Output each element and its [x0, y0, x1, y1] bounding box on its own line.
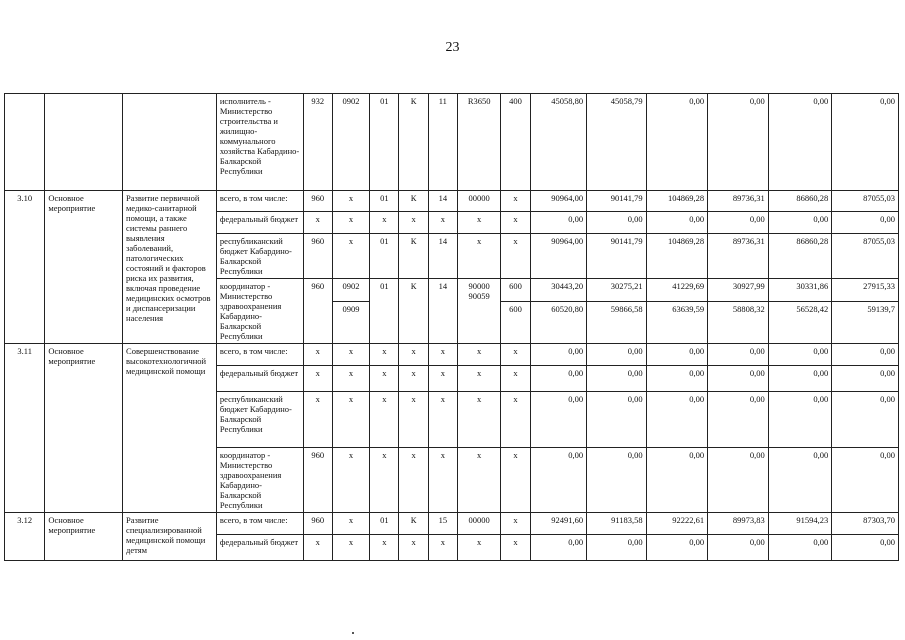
value-cell: 90141,79 — [587, 234, 647, 279]
code-cell: 960 — [303, 279, 332, 344]
code-cell: х — [370, 212, 399, 234]
value-cell: 60520,80 — [530, 302, 587, 344]
value-cell: 30927,99 — [708, 279, 769, 302]
value-cell: 0,00 — [832, 344, 899, 366]
code-cell: 15 — [428, 513, 457, 535]
measure-type-cell — [45, 94, 123, 191]
value-cell: 104869,28 — [646, 191, 708, 212]
code-cell: х — [428, 344, 457, 366]
code-cell: х — [399, 448, 428, 513]
value-cell: 0,00 — [646, 392, 708, 448]
measure-type-cell: Основное мероприятие — [45, 513, 123, 561]
value-cell: 0,00 — [646, 212, 708, 234]
measure-number-cell: 3.11 — [5, 344, 45, 513]
code-cell: 960 — [303, 513, 332, 535]
value-cell: 30331,86 — [768, 279, 832, 302]
code-cell: 600 — [501, 279, 530, 302]
code-cell: 00000 — [457, 191, 500, 212]
value-cell: 90964,00 — [530, 191, 587, 212]
value-cell: 0,00 — [708, 212, 769, 234]
code-cell: х — [501, 513, 530, 535]
code-cell: х — [501, 366, 530, 392]
code-cell: х — [428, 212, 457, 234]
measure-type-cell: Основное мероприятие — [45, 344, 123, 513]
code-cell: х — [457, 535, 500, 561]
code-cell: х — [457, 212, 500, 234]
value-cell: 92491,60 — [530, 513, 587, 535]
code-cell: х — [303, 535, 332, 561]
value-cell: 59866,58 — [587, 302, 647, 344]
value-cell: 30443,20 — [530, 279, 587, 302]
table-row — [5, 191, 899, 212]
code-cell: 960 — [303, 448, 332, 513]
code-cell: х — [399, 535, 428, 561]
code-cell: К — [399, 94, 428, 191]
funding-source-cell: координатор - Министерство здравоохранения Кабардино-Балкарской Республики — [216, 448, 303, 513]
measure-number-cell — [5, 94, 45, 191]
value-cell: 89736,31 — [708, 234, 769, 279]
value-cell: 0,00 — [530, 535, 587, 561]
code-cell: 01 — [370, 279, 399, 344]
code-cell: 11 — [428, 94, 457, 191]
value-cell: 0,00 — [768, 344, 832, 366]
value-cell: 0,00 — [832, 535, 899, 561]
code-cell: К — [399, 513, 428, 535]
code-cell: 14 — [428, 191, 457, 212]
code-cell: х — [428, 535, 457, 561]
code-cell: х — [370, 392, 399, 448]
code-cell: х — [457, 392, 500, 448]
value-cell: 45058,79 — [587, 94, 647, 191]
code-cell: х — [457, 344, 500, 366]
funding-source-cell: всего, в том числе: — [216, 344, 303, 366]
value-cell: 0,00 — [587, 344, 647, 366]
value-cell: 0,00 — [768, 212, 832, 234]
code-cell: х — [428, 448, 457, 513]
code-cell: х — [332, 392, 369, 448]
code-cell: 01 — [370, 191, 399, 212]
value-cell: 0,00 — [768, 535, 832, 561]
value-cell: 0,00 — [708, 344, 769, 366]
funding-source-cell: исполнитель - Министерство строительства и жилищно-коммунального хозяйства Кабардино-Балкарской Республики — [216, 94, 303, 191]
value-cell: 0,00 — [768, 366, 832, 392]
value-cell: 0,00 — [646, 535, 708, 561]
value-cell: 0,00 — [768, 94, 832, 191]
page-number: 23 — [445, 40, 460, 55]
code-cell: К — [399, 191, 428, 212]
funding-source-cell: республиканский бюджет Кабардино-Балкарской Республики — [216, 392, 303, 448]
table-row — [5, 344, 899, 366]
value-cell: 0,00 — [708, 448, 769, 513]
code-cell: х — [332, 366, 369, 392]
value-cell: 0,00 — [708, 366, 769, 392]
code-cell: 960 — [303, 191, 332, 212]
code-cell: х — [428, 392, 457, 448]
funding-source-cell: федеральный бюджет — [216, 212, 303, 234]
code-cell: х — [501, 234, 530, 279]
value-cell: 58808,32 — [708, 302, 769, 344]
code-cell: х — [399, 366, 428, 392]
funding-source-cell: всего, в том числе: — [216, 191, 303, 212]
measure-type-cell: Основное мероприятие — [45, 191, 123, 344]
value-cell: 0,00 — [587, 448, 647, 513]
value-cell: 0,00 — [832, 94, 899, 191]
code-cell: х — [501, 448, 530, 513]
code-cell: х — [399, 392, 428, 448]
code-cell: 01 — [370, 94, 399, 191]
code-cell: х — [501, 191, 530, 212]
measure-number-cell: 3.10 — [5, 191, 45, 344]
budget-table — [4, 93, 899, 561]
value-cell: 90141,79 — [587, 191, 647, 212]
code-cell: х — [399, 212, 428, 234]
value-cell: 0,00 — [832, 212, 899, 234]
value-cell: 0,00 — [708, 535, 769, 561]
funding-source-cell: федеральный бюджет — [216, 535, 303, 561]
value-cell: 63639,59 — [646, 302, 708, 344]
code-cell: х — [370, 344, 399, 366]
value-cell: 91183,58 — [587, 513, 647, 535]
code-cell: 400 — [501, 94, 530, 191]
code-cell: х — [332, 191, 369, 212]
value-cell: 30275,21 — [587, 279, 647, 302]
code-cell: х — [332, 212, 369, 234]
table-row — [5, 513, 899, 535]
funding-source-cell: всего, в том числе: — [216, 513, 303, 535]
code-cell: х — [332, 448, 369, 513]
value-cell: 0,00 — [646, 366, 708, 392]
value-cell: 59139,7 — [832, 302, 899, 344]
value-cell: 92222,61 — [646, 513, 708, 535]
code-cell: 0902 — [332, 94, 369, 191]
value-cell: 27915,33 — [832, 279, 899, 302]
code-cell: 600 — [501, 302, 530, 344]
value-cell: 0,00 — [646, 344, 708, 366]
value-cell: 0,00 — [587, 366, 647, 392]
value-cell: 0,00 — [768, 392, 832, 448]
funding-source-cell: республиканский бюджет Кабардино-Балкарской Республики — [216, 234, 303, 279]
measure-name-cell: Развитие первичной медико-санитарной помощи, а также системы раннего выявления заболеваний, патологических состояний и факторов риска их развития, включая проведение медицинских осмотров и диспансеризации населения — [123, 191, 217, 344]
scan-speck — [352, 632, 354, 634]
code-cell: х — [457, 234, 500, 279]
code-cell: х — [370, 366, 399, 392]
code-cell: х — [457, 448, 500, 513]
code-cell: 01 — [370, 234, 399, 279]
code-cell: К — [399, 234, 428, 279]
code-cell: х — [332, 535, 369, 561]
value-cell: 0,00 — [587, 535, 647, 561]
code-cell: 14 — [428, 279, 457, 344]
code-cell: 01 — [370, 513, 399, 535]
value-cell: 0,00 — [708, 94, 769, 191]
measure-name-cell: Совершенствование высокотехнологичной медицинской помощи — [123, 344, 217, 513]
value-cell: 91594,23 — [768, 513, 832, 535]
value-cell: 0,00 — [530, 344, 587, 366]
code-cell: х — [428, 366, 457, 392]
code-cell: 0909 — [332, 302, 369, 344]
code-cell: х — [501, 344, 530, 366]
code-cell: х — [332, 513, 369, 535]
code-cell: х — [332, 344, 369, 366]
value-cell: 0,00 — [530, 212, 587, 234]
code-cell: х — [399, 344, 428, 366]
code-cell: х — [370, 448, 399, 513]
value-cell: 0,00 — [708, 392, 769, 448]
code-cell: 14 — [428, 234, 457, 279]
value-cell: 87303,70 — [832, 513, 899, 535]
value-cell: 0,00 — [587, 212, 647, 234]
code-cell: К — [399, 279, 428, 344]
value-cell: 45058,80 — [530, 94, 587, 191]
measure-name-cell — [123, 94, 217, 191]
code-cell: х — [370, 535, 399, 561]
measure-number-cell: 3.12 — [5, 513, 45, 561]
value-cell: 0,00 — [832, 392, 899, 448]
code-cell: х — [457, 366, 500, 392]
value-cell: 0,00 — [530, 366, 587, 392]
code-cell: х — [303, 344, 332, 366]
value-cell: 89973,83 — [708, 513, 769, 535]
value-cell: 0,00 — [768, 448, 832, 513]
value-cell: 56528,42 — [768, 302, 832, 344]
measure-name-cell: Развитие специализированной медицинской помощи детям — [123, 513, 217, 561]
value-cell: 0,00 — [530, 392, 587, 448]
code-cell: х — [332, 234, 369, 279]
code-cell: 932 — [303, 94, 332, 191]
code-cell: 00000 — [457, 513, 500, 535]
code-cell: 960 — [303, 234, 332, 279]
code-cell: х — [501, 212, 530, 234]
value-cell: 90964,00 — [530, 234, 587, 279]
code-cell: х — [501, 535, 530, 561]
value-cell: 0,00 — [587, 392, 647, 448]
code-cell: х — [501, 392, 530, 448]
value-cell: 0,00 — [832, 366, 899, 392]
value-cell: 0,00 — [530, 448, 587, 513]
value-cell: 86860,28 — [768, 191, 832, 212]
value-cell: 41229,69 — [646, 279, 708, 302]
table-row — [5, 94, 899, 191]
table-body — [5, 94, 899, 561]
code-cell: х — [303, 392, 332, 448]
value-cell: 87055,03 — [832, 234, 899, 279]
code-cell: х — [303, 366, 332, 392]
code-cell: х — [303, 212, 332, 234]
value-cell: 86860,28 — [768, 234, 832, 279]
value-cell: 89736,31 — [708, 191, 769, 212]
funding-source-cell: координатор - Министерство здравоохранения Кабардино-Балкарской Республики — [216, 279, 303, 344]
value-cell: 0,00 — [646, 448, 708, 513]
value-cell: 104869,28 — [646, 234, 708, 279]
value-cell: 0,00 — [832, 448, 899, 513]
code-cell: 90000 90059 — [457, 279, 500, 344]
code-cell: R3650 — [457, 94, 500, 191]
code-cell: 0902 — [332, 279, 369, 302]
value-cell: 0,00 — [646, 94, 708, 191]
funding-source-cell: федеральный бюджет — [216, 366, 303, 392]
value-cell: 87055,03 — [832, 191, 899, 212]
